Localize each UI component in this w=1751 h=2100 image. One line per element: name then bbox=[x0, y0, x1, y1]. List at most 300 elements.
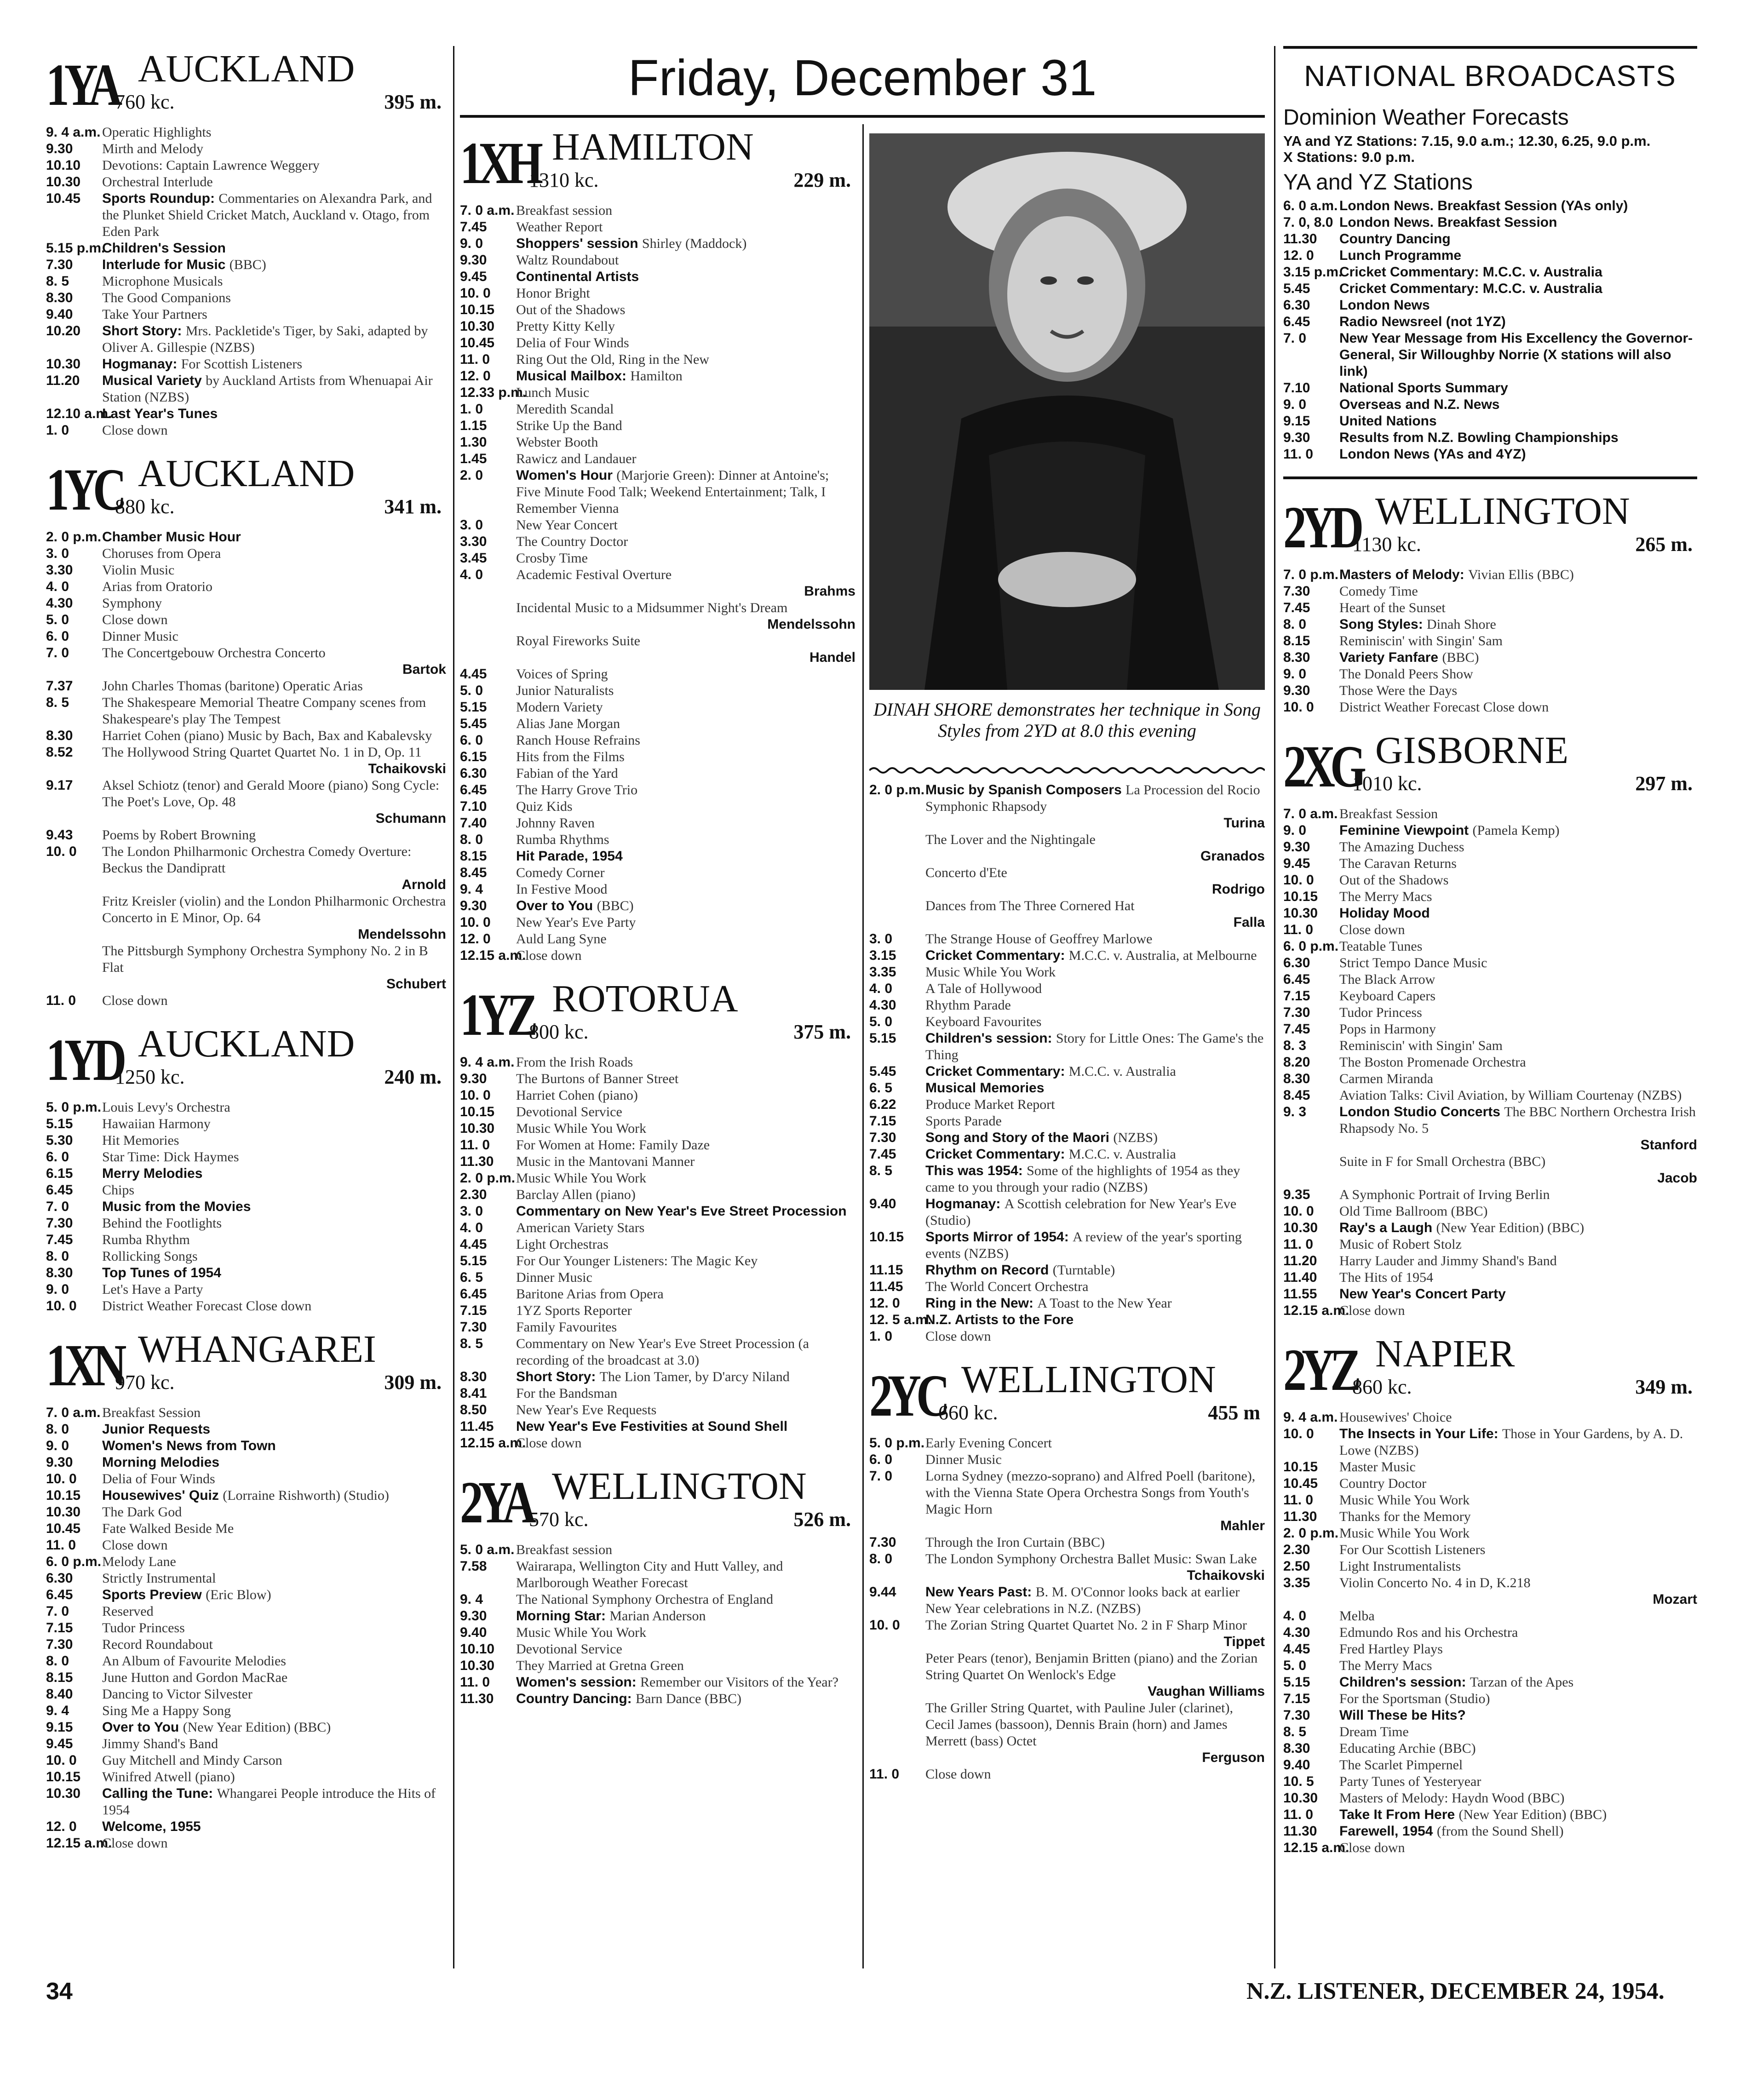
programme-detail: Wairarapa, Wellington City and Hutt Valley, and Marlborough Weather Forecast bbox=[516, 1559, 783, 1590]
programme-time: 7.10 bbox=[460, 799, 487, 814]
programme-time: 9.15 bbox=[46, 1720, 73, 1735]
programme-time: 7.40 bbox=[460, 815, 487, 831]
composer-name: Vaughan Williams bbox=[1148, 1684, 1265, 1699]
composer-name: Mahler bbox=[1220, 1518, 1265, 1533]
programme-description bbox=[516, 898, 855, 914]
programme-description bbox=[516, 219, 855, 235]
programme-row bbox=[460, 567, 855, 600]
programme-time: 7.30 bbox=[46, 1216, 73, 1231]
programme-time: 11.15 bbox=[869, 1262, 903, 1278]
programme-detail: (Turntable) bbox=[1052, 1262, 1115, 1278]
programme-title: New Years Past: bbox=[925, 1584, 1032, 1600]
programme-row bbox=[46, 1603, 446, 1620]
programme-time: 9. 4 a.m. bbox=[460, 1055, 515, 1070]
programme-description bbox=[1339, 1624, 1697, 1641]
column-1 bbox=[46, 46, 446, 1978]
programme-row bbox=[869, 981, 1265, 997]
programme-detail: Family Favourites bbox=[516, 1320, 617, 1335]
programme-row bbox=[869, 1328, 1265, 1345]
programme-row bbox=[869, 1584, 1265, 1617]
programme-description bbox=[1339, 683, 1697, 699]
programme-description bbox=[1339, 699, 1697, 716]
programme-title: Merry Melodies bbox=[102, 1166, 203, 1181]
programme-detail: Teatable Tunes bbox=[1339, 939, 1423, 954]
programme-detail: Peter Pears (tenor), Benjamin Britten (piano) and the Zorian String Quartet On Wenlock's Edge bbox=[925, 1651, 1258, 1682]
programme-row bbox=[1283, 1658, 1697, 1674]
programme-detail: In Festive Mood bbox=[516, 882, 608, 897]
programme-time: 9.30 bbox=[46, 141, 73, 156]
station-header bbox=[460, 976, 855, 1054]
programme-row bbox=[1283, 922, 1697, 938]
programme-title: Cricket Commentary: M.C.C. v. Australia bbox=[1339, 264, 1602, 280]
programme-row bbox=[869, 1700, 1265, 1766]
programme-time: 12.15 a.m. bbox=[460, 948, 526, 963]
programme-time: 5.15 p.m. bbox=[46, 241, 105, 256]
programme-time: 11.30 bbox=[460, 1154, 494, 1169]
programme-detail: M.C.C. v. Australia, at Melbourne bbox=[1068, 948, 1257, 963]
programme-time: 8.15 bbox=[460, 849, 487, 864]
station-name: WELLINGTON bbox=[961, 1358, 1216, 1401]
programme-row bbox=[1283, 889, 1697, 905]
programme-description bbox=[102, 1504, 446, 1520]
programme-time: 10.30 bbox=[46, 174, 81, 189]
programme-description bbox=[102, 306, 446, 323]
programme-row bbox=[460, 848, 855, 865]
programme-detail: Winifred Atwell (piano) bbox=[102, 1769, 235, 1784]
programme-description bbox=[102, 1636, 446, 1653]
programme-detail: Close down bbox=[102, 1538, 168, 1553]
station-1xn bbox=[46, 1326, 446, 1852]
programme-row bbox=[869, 1766, 1265, 1783]
programme-row bbox=[1283, 1459, 1697, 1475]
programme-row bbox=[1283, 1038, 1697, 1054]
programme-detail: Tarzan of the Apes bbox=[1470, 1675, 1574, 1690]
programme-row bbox=[460, 749, 855, 765]
programme-description bbox=[102, 124, 446, 141]
programme-description bbox=[102, 1149, 446, 1165]
programme-row bbox=[460, 1658, 855, 1674]
programme-time: 9.45 bbox=[1283, 856, 1310, 871]
programme-description bbox=[516, 1236, 855, 1253]
programme-row bbox=[1283, 1707, 1697, 1724]
programme-time: 8.30 bbox=[46, 728, 73, 743]
programme-row bbox=[869, 964, 1265, 981]
programme-detail: Devotional Service bbox=[516, 1104, 622, 1119]
composer-name: Jacob bbox=[1657, 1170, 1697, 1186]
programme-description bbox=[925, 1452, 1265, 1468]
programme-description bbox=[1339, 872, 1697, 889]
programme-time: 3.30 bbox=[460, 534, 487, 549]
programme-time bbox=[46, 893, 102, 943]
programme-row bbox=[1283, 214, 1697, 231]
programme-description bbox=[102, 1165, 446, 1182]
programme-row bbox=[460, 765, 855, 782]
programme-detail: Sports Parade bbox=[925, 1113, 1002, 1129]
programme-description bbox=[1339, 1724, 1697, 1740]
programme-title: Farewell, 1954 bbox=[1339, 1824, 1433, 1839]
programme-detail: Light Instrumentalists bbox=[1339, 1559, 1461, 1574]
programme-row bbox=[460, 683, 855, 699]
programme-time: 11.45 bbox=[460, 1419, 494, 1434]
programme-detail: Microphone Musicals bbox=[102, 274, 223, 289]
programme-row bbox=[1283, 297, 1697, 314]
programme-detail: Old Time Ballroom (BBC) bbox=[1339, 1204, 1488, 1219]
programme-row bbox=[1283, 1475, 1697, 1492]
station-frequency: 660 kc. bbox=[938, 1401, 998, 1424]
programme-title: Women's News from Town bbox=[102, 1438, 276, 1453]
programme-row bbox=[46, 1265, 446, 1281]
composer-name: Turina bbox=[1223, 815, 1265, 831]
programme-row bbox=[1283, 683, 1697, 699]
programme-detail: Fritz Kreisler (violin) and the London Philharmonic Orchestra Concerto in E Minor, Op. 64 bbox=[102, 894, 446, 925]
programme-description bbox=[1339, 1302, 1697, 1319]
programme-detail: Music While You Work bbox=[516, 1170, 647, 1186]
programme-row bbox=[1283, 1054, 1697, 1071]
programme-description bbox=[1339, 231, 1697, 247]
station-wavelength: 240 m. bbox=[384, 1066, 442, 1088]
programme-description bbox=[516, 633, 855, 666]
programme-time: 11.30 bbox=[1283, 1824, 1317, 1839]
programme-row bbox=[869, 1014, 1265, 1030]
programme-title: Musical Variety bbox=[102, 373, 202, 388]
programme-time: 7. 0 bbox=[46, 1604, 69, 1619]
programme-time: 8. 5 bbox=[1283, 1724, 1307, 1739]
programme-detail: Comedy Time bbox=[1339, 584, 1418, 599]
programme-description bbox=[1339, 616, 1697, 633]
programme-row bbox=[46, 678, 446, 694]
programme-detail: Dinah Shore bbox=[1427, 617, 1496, 632]
programme-detail: Dinner Music bbox=[925, 1452, 1002, 1467]
programme-title: London News. Breakfast Session (YAs only) bbox=[1339, 198, 1628, 213]
programme-description bbox=[102, 1719, 446, 1736]
programme-detail: Mrs. Packletide's Tiger, by Saki, adapted by Oliver A. Gillespie (NZBS) bbox=[102, 323, 428, 355]
programme-title: The Insects in Your Life: bbox=[1339, 1426, 1498, 1441]
programme-description bbox=[1339, 297, 1697, 314]
programme-detail: Rollicking Songs bbox=[102, 1249, 198, 1264]
programme-description bbox=[1339, 1071, 1697, 1087]
programme-detail: For Our Scottish Listeners bbox=[1339, 1542, 1486, 1557]
programme-description bbox=[102, 744, 446, 777]
programme-row bbox=[46, 1438, 446, 1454]
programme-description bbox=[1339, 1054, 1697, 1071]
programme-row bbox=[460, 451, 855, 467]
programme-row bbox=[460, 666, 855, 683]
programme-description bbox=[102, 1570, 446, 1587]
programme-time: 6. 0 a.m. bbox=[1283, 198, 1338, 213]
programme-row bbox=[460, 1302, 855, 1319]
programme-time: 3.15 bbox=[869, 948, 896, 963]
programme-detail: Masters of Melody: Haydn Wood (BBC) bbox=[1339, 1790, 1565, 1806]
programme-row bbox=[1283, 988, 1697, 1004]
station-frequency: 1010 kc. bbox=[1352, 772, 1422, 795]
programme-description bbox=[102, 373, 446, 406]
programme-description bbox=[516, 832, 855, 848]
programme-description bbox=[516, 1369, 855, 1385]
programme-title: Will These be Hits? bbox=[1339, 1708, 1466, 1723]
composer-name: Mendelssohn bbox=[767, 617, 855, 632]
station-wavelength: 309 m. bbox=[384, 1371, 442, 1394]
programme-row bbox=[460, 1054, 855, 1071]
programme-time: 9.45 bbox=[46, 1736, 73, 1751]
programme-time: 6.30 bbox=[460, 766, 487, 781]
programme-title: United Nations bbox=[1339, 413, 1437, 429]
programme-time: 8. 5 bbox=[46, 695, 69, 710]
programme-row bbox=[46, 1736, 446, 1752]
programme-row bbox=[46, 1199, 446, 1215]
programme-time: 11. 0 bbox=[46, 993, 76, 1008]
programme-time bbox=[1283, 1153, 1339, 1187]
programme-time: 3.15 p.m. bbox=[1283, 264, 1343, 280]
programme-detail: Some of the highlights of 1954 as they came to you through your radio (NZBS) bbox=[925, 1163, 1240, 1195]
programme-description bbox=[516, 931, 855, 947]
programme-row bbox=[869, 1163, 1265, 1196]
programme-row bbox=[46, 141, 446, 157]
programme-row bbox=[460, 351, 855, 368]
programme-detail: Harriet Cohen (piano) Music by Bach, Bax and Kabalevsky bbox=[102, 728, 432, 743]
programme-row bbox=[460, 832, 855, 848]
programme-detail: Waltz Roundabout bbox=[516, 252, 619, 268]
programme-description bbox=[1339, 583, 1697, 600]
programme-description bbox=[516, 1054, 855, 1071]
programme-time: 7.45 bbox=[869, 1147, 896, 1162]
programme-time: 1. 0 bbox=[46, 423, 69, 438]
programme-time: 2. 0 p.m. bbox=[1283, 1526, 1339, 1541]
programme-time: 5.15 bbox=[1283, 1675, 1310, 1690]
programme-row bbox=[1283, 1840, 1697, 1856]
programme-time: 12. 5 a.m. bbox=[869, 1312, 932, 1327]
programme-row bbox=[869, 947, 1265, 964]
programme-row bbox=[869, 1130, 1265, 1146]
station-name: HAMILTON bbox=[552, 126, 754, 168]
programme-detail: Meredith Scandal bbox=[516, 402, 614, 417]
programme-description bbox=[102, 1835, 446, 1852]
composer-name: Schubert bbox=[386, 976, 446, 992]
programme-detail: The World Concert Orchestra bbox=[925, 1279, 1089, 1294]
programme-row bbox=[460, 252, 855, 269]
programme-description bbox=[102, 777, 446, 827]
programme-description bbox=[1339, 955, 1697, 971]
programme-row bbox=[46, 744, 446, 777]
programme-detail: Close down bbox=[1339, 922, 1405, 937]
programme-time: 7.45 bbox=[1283, 600, 1310, 615]
programme-row bbox=[1283, 567, 1697, 583]
programme-row bbox=[1283, 1071, 1697, 1087]
programme-time: 12. 0 bbox=[460, 931, 491, 947]
programme-description bbox=[516, 600, 855, 633]
programme-description bbox=[1339, 988, 1697, 1004]
programme-description bbox=[925, 1295, 1265, 1312]
station-wavelength: 349 m. bbox=[1635, 1376, 1693, 1398]
programme-row bbox=[460, 1137, 855, 1153]
programme-detail: by Auckland Artists from Whenuapai Air Station (NZBS) bbox=[102, 373, 433, 405]
programme-row bbox=[1283, 413, 1697, 430]
programme-row bbox=[46, 1454, 446, 1471]
programme-row bbox=[460, 1641, 855, 1658]
programme-description bbox=[1339, 1426, 1697, 1459]
programme-description bbox=[925, 1080, 1265, 1096]
programme-time: 11. 0 bbox=[1283, 1237, 1314, 1252]
programme-row bbox=[869, 1080, 1265, 1096]
programme-detail: Light Orchestras bbox=[516, 1237, 609, 1252]
programme-time: 6.45 bbox=[46, 1182, 73, 1198]
programme-row bbox=[460, 782, 855, 798]
programme-list bbox=[460, 202, 855, 964]
programme-description bbox=[1339, 1658, 1697, 1674]
programme-title: Song Styles: bbox=[1339, 617, 1423, 632]
programme-time bbox=[869, 865, 925, 898]
programme-description bbox=[925, 1229, 1265, 1262]
programme-description bbox=[925, 1130, 1265, 1146]
programme-description bbox=[516, 1087, 855, 1104]
programme-detail: Barclay Allen (piano) bbox=[516, 1187, 636, 1202]
programme-time: 5.15 bbox=[460, 700, 487, 715]
programme-time: 7. 0 a.m. bbox=[1283, 806, 1338, 821]
programme-row bbox=[1283, 600, 1697, 616]
programme-time: 6. 5 bbox=[869, 1080, 893, 1096]
programme-row bbox=[869, 1617, 1265, 1650]
station-callsign: 2YA bbox=[460, 1469, 532, 1536]
programme-time: 9. 4 a.m. bbox=[1283, 1410, 1338, 1425]
programme-time: 5.45 bbox=[869, 1064, 896, 1079]
programme-detail: A review of the year's sporting events (NZBS) bbox=[925, 1229, 1242, 1261]
station-frequency: 760 kc. bbox=[115, 91, 175, 113]
programme-row bbox=[46, 306, 446, 323]
programme-row bbox=[1283, 1409, 1697, 1426]
station-header bbox=[46, 46, 446, 124]
station-2yc bbox=[869, 1357, 1265, 1783]
programme-row bbox=[1283, 1004, 1697, 1021]
programme-detail: (New Year Edition) (BBC) bbox=[1436, 1220, 1585, 1235]
programme-detail: American Variety Stars bbox=[516, 1220, 645, 1235]
programme-detail: (New Year Edition) (BBC) bbox=[1458, 1807, 1607, 1822]
programme-detail: (from the Sound Shell) bbox=[1436, 1824, 1564, 1839]
programme-description bbox=[1339, 1021, 1697, 1038]
programme-row bbox=[46, 1099, 446, 1116]
programme-title: New Year Message from His Excellency the Governor-General, Sir Willoughby Norrie (X stations will also link) bbox=[1339, 331, 1693, 379]
programme-description bbox=[102, 827, 446, 843]
programme-detail: Reminiscin' with Singin' Sam bbox=[1339, 633, 1503, 648]
programme-row bbox=[1283, 1757, 1697, 1773]
programme-time: 10. 0 bbox=[460, 1088, 491, 1103]
programme-time: 10.45 bbox=[1283, 1476, 1318, 1491]
programme-detail: Master Music bbox=[1339, 1459, 1416, 1475]
programme-detail: Mirth and Melody bbox=[102, 141, 203, 156]
programme-row bbox=[460, 732, 855, 749]
programme-row bbox=[1283, 198, 1697, 214]
composer-name: Falla bbox=[1233, 915, 1265, 930]
programme-row bbox=[46, 406, 446, 422]
programme-detail: Royal Fireworks Suite bbox=[516, 633, 640, 648]
programme-time: 7.30 bbox=[1283, 1005, 1310, 1020]
station-wavelength: 395 m. bbox=[384, 91, 442, 113]
programme-detail: Close down bbox=[102, 993, 168, 1008]
programme-list bbox=[46, 1405, 446, 1852]
programme-detail: Heart of the Sunset bbox=[1339, 600, 1446, 615]
programme-time: 3.30 bbox=[46, 562, 73, 578]
programme-list bbox=[46, 529, 446, 1009]
programme-row bbox=[460, 235, 855, 252]
programme-time: 1. 0 bbox=[460, 402, 483, 417]
programme-detail: A Toast to the New Year bbox=[1037, 1296, 1172, 1311]
programme-time: 7.30 bbox=[46, 1637, 73, 1652]
programme-detail: Hits from the Films bbox=[516, 749, 625, 764]
programme-detail: Breakfast Session bbox=[1339, 806, 1438, 821]
programme-row bbox=[1283, 938, 1697, 955]
programme-time: 8.30 bbox=[46, 1265, 73, 1280]
programme-detail: New Year's Eve Requests bbox=[516, 1402, 657, 1417]
programme-time: 12. 0 bbox=[46, 1819, 77, 1834]
programme-description bbox=[1339, 1253, 1697, 1269]
programme-time: 4.30 bbox=[869, 998, 896, 1013]
programme-row bbox=[1283, 1740, 1697, 1757]
programme-description bbox=[925, 1262, 1265, 1279]
programme-row bbox=[1283, 839, 1697, 855]
programme-row bbox=[1283, 1558, 1697, 1575]
programme-description bbox=[1339, 214, 1697, 231]
programme-description bbox=[516, 1691, 855, 1707]
programme-title: Music by Spanish Composers bbox=[925, 782, 1122, 798]
programme-detail: Arias from Oratorio bbox=[102, 579, 212, 594]
programme-row bbox=[460, 1385, 855, 1402]
programme-description bbox=[516, 1319, 855, 1336]
programme-description bbox=[102, 1703, 446, 1719]
programme-detail: Violin Concerto No. 4 in D, K.218 bbox=[1339, 1575, 1531, 1590]
programme-description bbox=[516, 302, 855, 318]
programme-row bbox=[46, 728, 446, 744]
programme-detail: Commentary on New Year's Eve Street Procession (a recording of the broadcast at 3.0) bbox=[516, 1336, 809, 1368]
programme-title: Holiday Mood bbox=[1339, 906, 1430, 921]
programme-time: 10.45 bbox=[460, 335, 495, 350]
programme-detail: (Marjorie Green): Dinner at Antoine's; Five Minute Food Talk; Weekend Entertainment; Talk, I Remember Vienna bbox=[516, 468, 829, 516]
programme-description bbox=[516, 1220, 855, 1236]
programme-detail: Incidental Music to a Midsummer Night's Dream bbox=[516, 600, 788, 615]
programme-row bbox=[1283, 1823, 1697, 1840]
programme-list bbox=[1283, 1409, 1697, 1856]
programme-description bbox=[102, 1199, 446, 1215]
programme-row bbox=[46, 1421, 446, 1438]
programme-detail: Edmundo Ros and his Orchestra bbox=[1339, 1625, 1518, 1640]
programme-detail: Shirley (Maddock) bbox=[642, 236, 747, 251]
programme-time: 5. 0 bbox=[869, 1014, 893, 1029]
programme-description bbox=[102, 628, 446, 645]
programme-time: 3. 0 bbox=[460, 1204, 483, 1219]
programme-row bbox=[460, 699, 855, 716]
programme-detail: Close down bbox=[516, 948, 582, 963]
programme-time: 5. 0 bbox=[460, 683, 483, 698]
programme-row bbox=[46, 1248, 446, 1265]
programme-description bbox=[102, 1620, 446, 1636]
station-frequency: 570 kc. bbox=[529, 1508, 589, 1531]
programme-row bbox=[46, 273, 446, 290]
programme-time: 6.45 bbox=[1283, 314, 1310, 329]
programme-description bbox=[1339, 806, 1697, 822]
programme-description bbox=[102, 356, 446, 373]
programme-time: 5. 0 p.m. bbox=[46, 1100, 102, 1115]
programme-row bbox=[46, 1165, 446, 1182]
programme-row bbox=[1283, 1608, 1697, 1624]
programme-description bbox=[102, 1248, 446, 1265]
programme-description bbox=[516, 1385, 855, 1402]
programme-description bbox=[1339, 1409, 1697, 1426]
programme-description bbox=[516, 848, 855, 865]
programme-row bbox=[1283, 905, 1697, 922]
programme-time: 8.41 bbox=[460, 1386, 487, 1401]
programme-row bbox=[46, 694, 446, 728]
programme-description bbox=[925, 1063, 1265, 1080]
programme-description bbox=[516, 1558, 855, 1591]
programme-time: 9.40 bbox=[460, 1625, 487, 1640]
station-1yc bbox=[46, 451, 446, 1009]
